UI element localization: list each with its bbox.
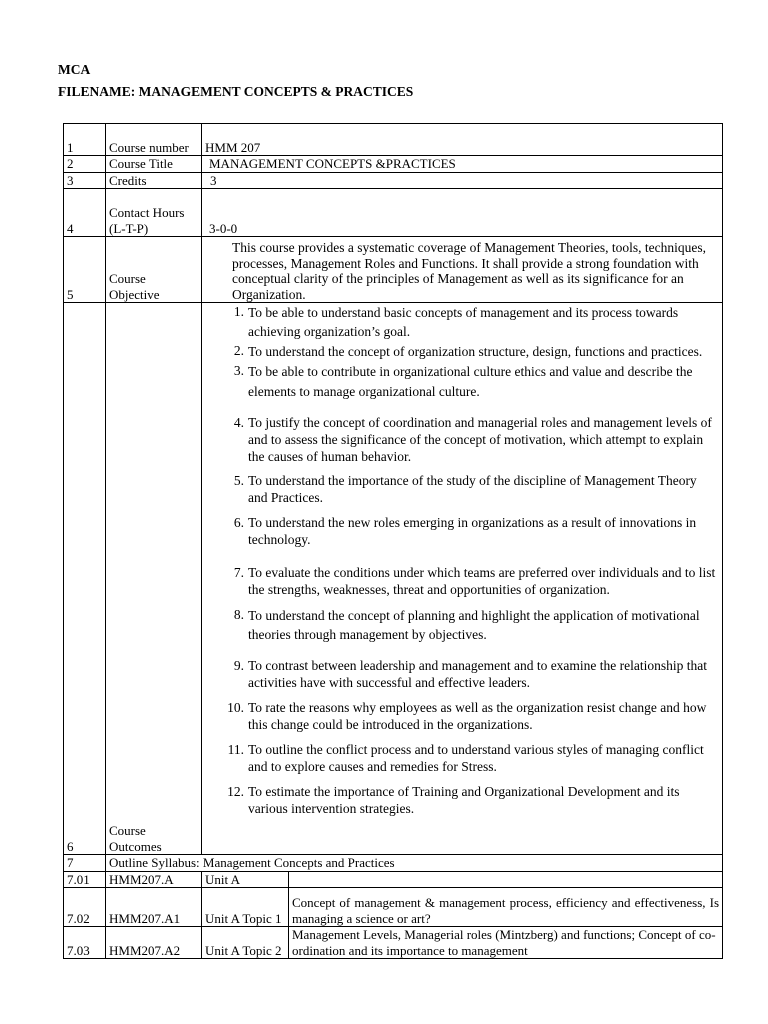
table-row xyxy=(64,871,723,888)
row-number: 7 xyxy=(64,855,106,872)
unit-label: Unit A xyxy=(202,871,289,888)
row-number: 2 xyxy=(64,156,106,173)
row-number: 7.01 xyxy=(64,871,106,888)
row-label: Course number xyxy=(106,124,202,156)
row-number: 7.03 xyxy=(64,927,106,959)
unit-content xyxy=(289,871,723,888)
unit-label: Unit A Topic 1 xyxy=(202,888,289,927)
row-number: 1 xyxy=(64,124,106,156)
row-number: 4 xyxy=(64,189,106,237)
program-heading: MCA xyxy=(58,62,91,77)
outline-syllabus-heading: Outline Syllabus: Management Concepts and Practices xyxy=(106,855,723,872)
unit-label: Unit A Topic 2 xyxy=(202,927,289,959)
contact-hours-value: 3-0-0 xyxy=(202,189,723,237)
row-label: Credits xyxy=(106,172,202,189)
course-objective-text: This course provides a systematic coverage of Management Theories, tools, techniques, processes, Management Roles and Functions. It shall provide a strong foundation with conceptual clarity of the principles of Management as well as its significance for an Organization. xyxy=(202,237,723,303)
row-label: Course Title xyxy=(106,156,202,173)
list-item: 3. To be able to contribute in organizational culture ethics and value and describe the elements to manage organizational culture. xyxy=(233,363,693,399)
list-item: 1. To be able to understand basic concepts of management and its process towards achieving organization’s goal. xyxy=(233,304,679,339)
row-label: Course Outcomes xyxy=(106,303,202,855)
course-number-value: HMM 207 xyxy=(202,124,723,156)
list-item: 8. To understand the concept of planning and highlight the application of motivational theories through management by objectives. xyxy=(233,607,700,642)
unit-code: HMM207.A1 xyxy=(106,888,202,927)
row-number: 6 xyxy=(64,303,106,855)
filename-heading: FILENAME: MANAGEMENT CONCEPTS & PRACTICES xyxy=(58,84,414,99)
list-item: 5. To understand the importance of the study of the discipline of Management Theory and Practices. xyxy=(233,473,697,505)
course-outcomes-cell xyxy=(202,303,723,855)
table-row xyxy=(64,237,723,303)
list-item: 2. To understand the concept of organization structure, design, functions and practices. xyxy=(233,343,703,359)
row-label: Course Objective xyxy=(106,237,202,303)
course-syllabus-table xyxy=(63,123,723,959)
table-row xyxy=(64,303,723,855)
table-row xyxy=(64,189,723,237)
list-item: 11. To outline the conflict process and to understand various styles of managing conflict and to explore causes and remedies for Stress. xyxy=(227,742,704,774)
list-item: 7. To evaluate the conditions under which teams are preferred over individuals and to list the strengths, weaknesses, threat and opportunities of organization. xyxy=(233,565,716,597)
row-number: 5 xyxy=(64,237,106,303)
course-title-value: MANAGEMENT CONCEPTS &PRACTICES xyxy=(202,156,723,173)
table-row xyxy=(64,888,723,927)
unit-code: HMM207.A xyxy=(106,871,202,888)
table-row xyxy=(64,156,723,173)
table-row xyxy=(64,124,723,156)
row-label: Contact Hours (L-T-P) xyxy=(106,189,202,237)
course-outcomes-list xyxy=(202,303,722,817)
table-row xyxy=(64,855,723,872)
list-item: 6. To understand the new roles emerging in organizations as a result of innovations in technology. xyxy=(233,515,697,547)
list-item: 9. To contrast between leadership and management and to examine the relationship that activities have with successful and effective leaders. xyxy=(233,658,708,690)
unit-code: HMM207.A2 xyxy=(106,927,202,959)
list-item: 12. To estimate the importance of Training and Organizational Development and its various intervention strategies. xyxy=(227,784,680,816)
row-number: 3 xyxy=(64,172,106,189)
credits-value: 3 xyxy=(202,172,723,189)
table-row xyxy=(64,172,723,189)
table-row xyxy=(64,927,723,959)
row-number: 7.02 xyxy=(64,888,106,927)
list-item: 10. To rate the reasons why employees as well as the organization resist change and how this change could be introduced in the organizations. xyxy=(227,700,707,732)
unit-content: Concept of management & management process, efficiency and effectiveness, Is managing a science or art? xyxy=(289,888,723,927)
unit-content: Management Levels, Managerial roles (Mintzberg) and functions; Concept of co-ordination and its importance to management xyxy=(289,927,723,959)
list-item: 4. To justify the concept of coordination and managerial roles and management levels of and to assess the significance of the concept of motivation, which attempt to explain the causes of human behavior. xyxy=(233,415,712,464)
